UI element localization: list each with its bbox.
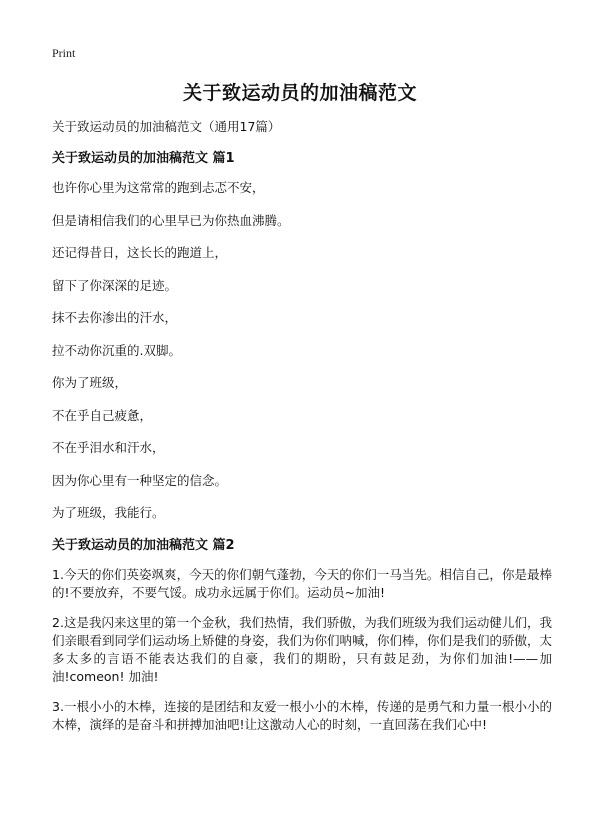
- poem-line: 还记得昔日，这长长的跑道上，: [52, 245, 228, 260]
- section-heading-2: 关于致运动员的加油稿范文 篇2: [52, 537, 235, 553]
- section-heading-1: 关于致运动员的加油稿范文 篇1: [52, 151, 235, 166]
- section-1: [52, 150, 552, 522]
- document-body: [52, 118, 552, 746]
- poem-line: 为了班级，我能行。: [52, 505, 165, 520]
- paragraph: 1.今天的你们英姿飒爽，今天的你们朝气蓬勃，今天的你们一马当先。相信自己，你是最棒的!不要放弃，不要气馁。成功永远属于你们。运动员~加油!: [52, 566, 552, 600]
- print-label: Print: [52, 46, 76, 60]
- poem-line: 留下了你深深的足迹。: [52, 277, 178, 293]
- paragraph: 3.一根小小的木棒，连接的是团结和友爱一根小小的木棒，传递的是勇气和力量一根小小的木棒，演绎的是奋斗和拼搏加油吧!让这激动人心的时刻，一直回荡在我们心中!: [52, 698, 552, 732]
- section-2: [52, 537, 552, 734]
- document-title: 关于致运动员的加油稿范文: [182, 82, 417, 104]
- poem-line: 不在乎泪水和汗水，: [52, 440, 165, 455]
- poem-line: 因为你心里有一种坚定的信念。: [52, 472, 228, 488]
- poem-line: 拉不动你沉重的.双脚。: [52, 342, 181, 358]
- document-subtitle: 关于致运动员的加油稿范文（通用17篇）: [52, 119, 281, 134]
- poem-line: 不在乎自己疲惫，: [52, 407, 153, 423]
- poem-line: 但是请相信我们的心里早已为你热血沸腾。: [52, 212, 290, 228]
- poem-line: 你为了班级，: [52, 375, 128, 390]
- paragraph: 2.这是我闪来这里的第一个金秋，我们热情，我们骄傲，为我们班级为我们运动健儿们，我们亲眼看到同学们运动场上矫健的身姿，我们为你们呐喊，你们棒，你们是我们的骄傲，太多太多的言语不能表达我们的自豪，我们的期盼，只有鼓足劲，为你们加油!——加油!comeon! 加油!: [52, 614, 553, 684]
- poem-line: 也许你心里为这常常的跑到忐忑不安，: [52, 180, 265, 195]
- poem-line: 抹不去你渗出的汗水，: [52, 310, 178, 325]
